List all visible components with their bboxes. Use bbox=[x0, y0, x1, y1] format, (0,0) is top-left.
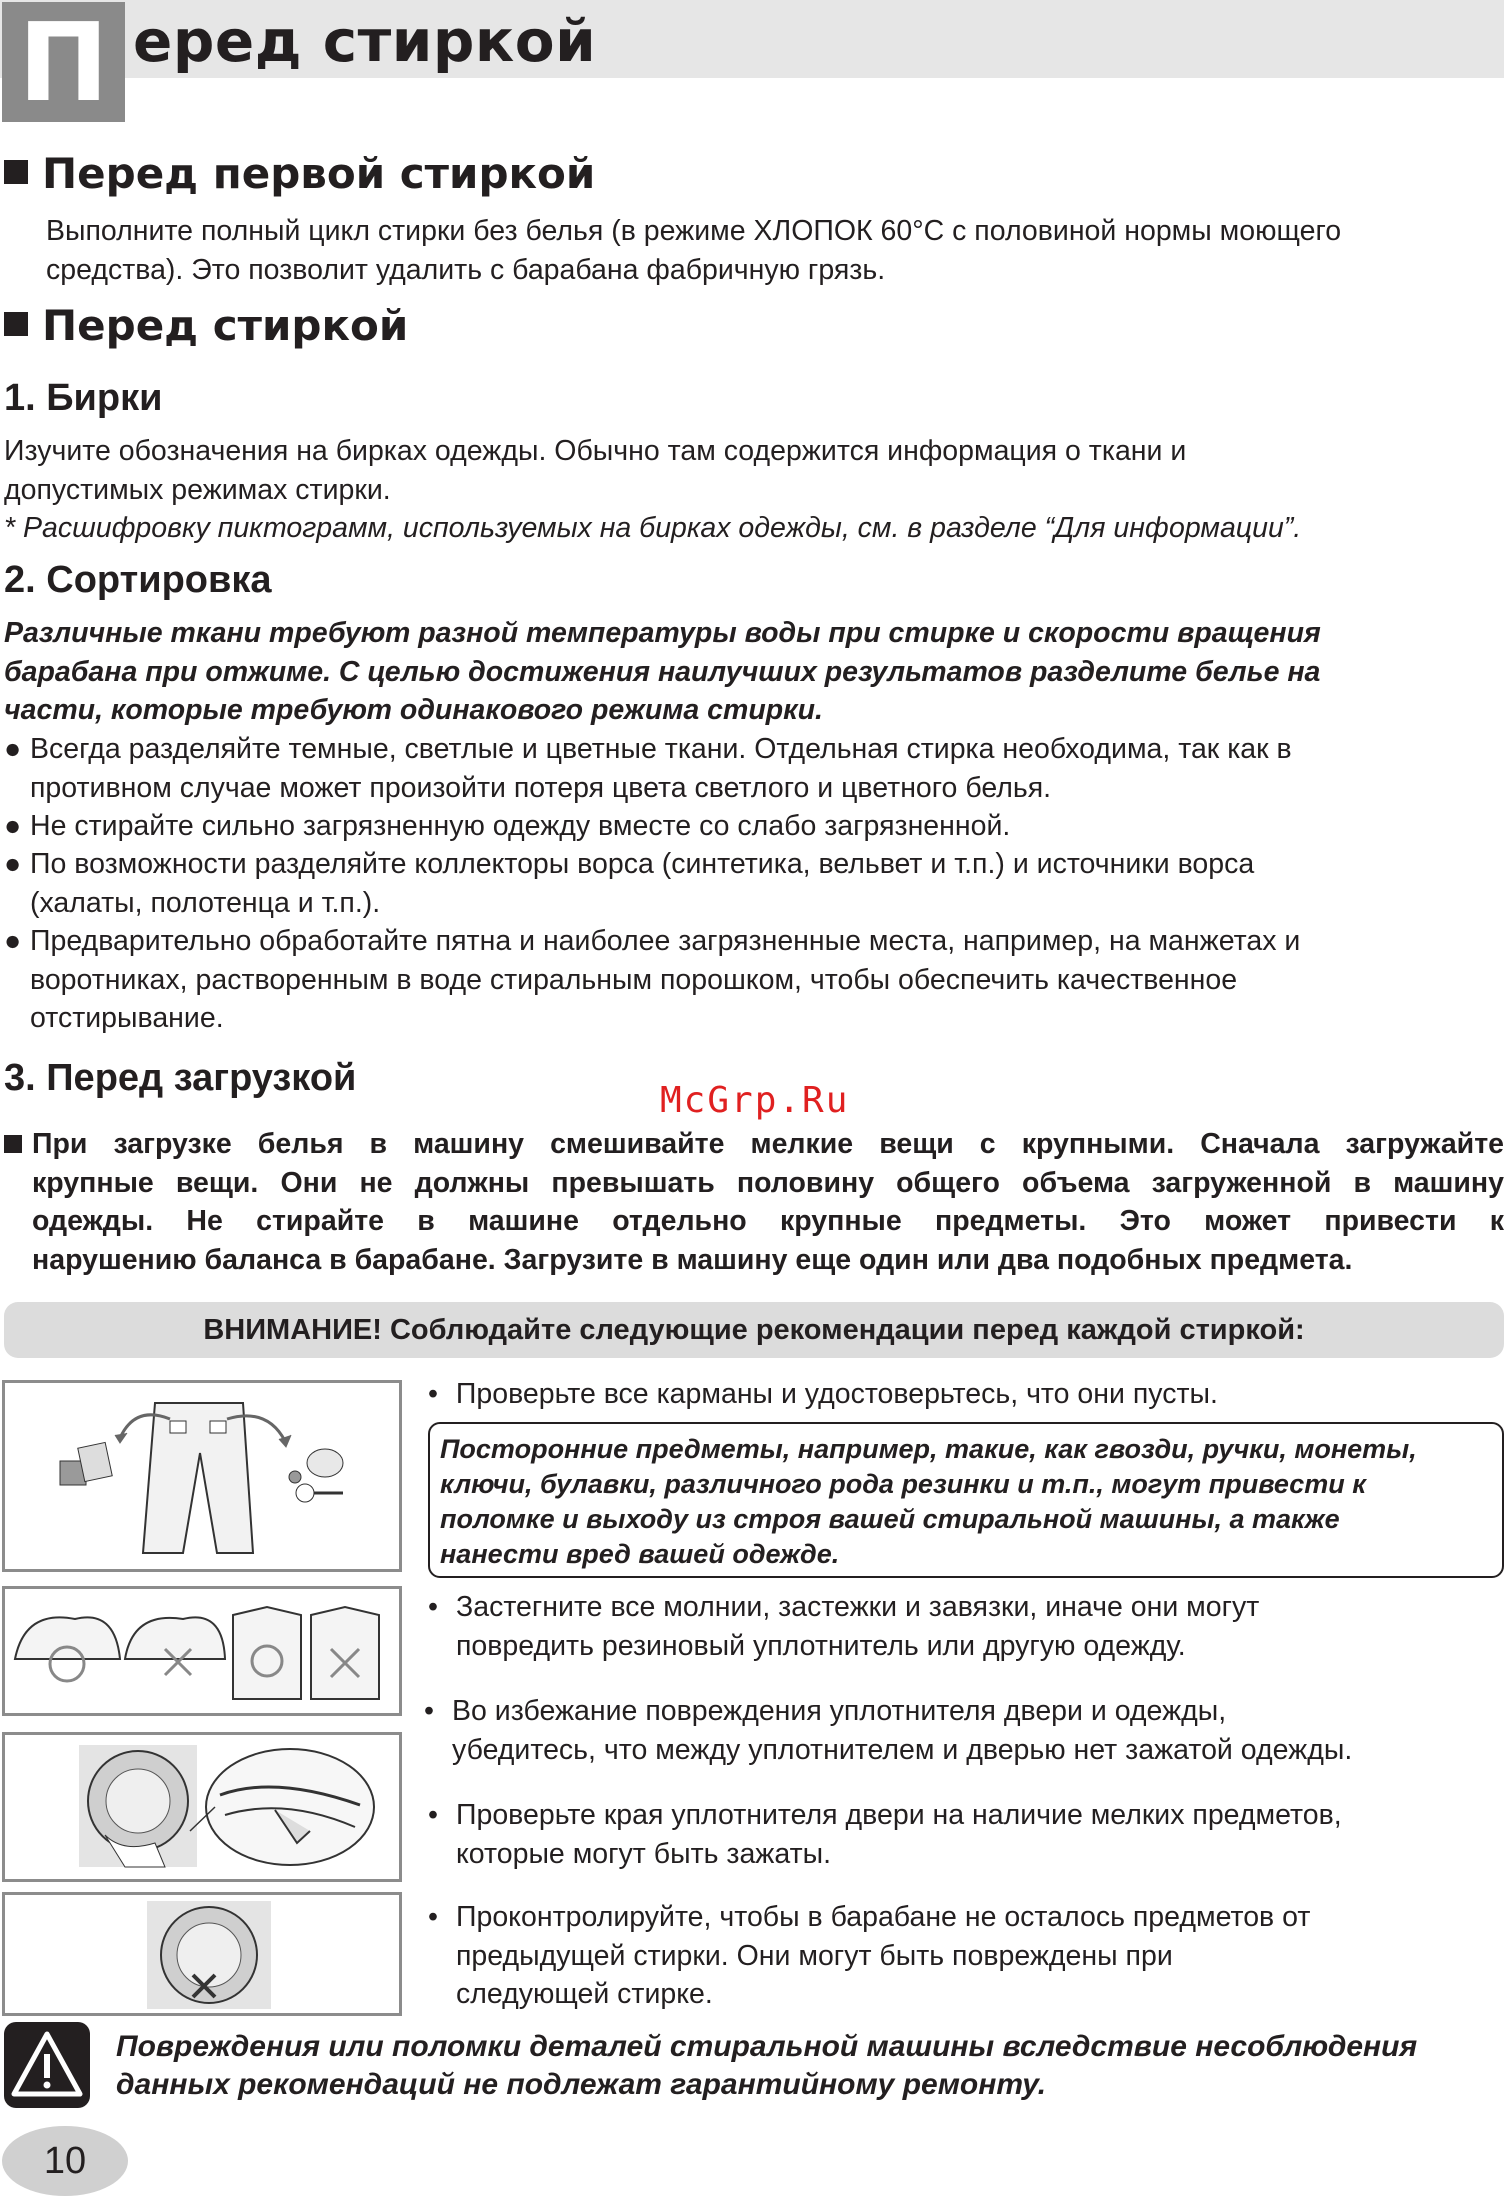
text-line: (халаты, полотенца и т.п.). bbox=[30, 886, 381, 919]
text-line: части, которые требуют одинакового режима стирки. bbox=[4, 694, 823, 726]
text-line: одежды. Не стирайте в машине отдельно крупные предметы. Это может привести к bbox=[32, 1205, 1504, 1237]
loading-text bbox=[4, 1125, 1504, 1279]
page-number: 10 bbox=[43, 2140, 87, 2182]
text-line: крупные вещи. Они не должны превышать половину общего объема загруженной в машину bbox=[32, 1166, 1504, 1199]
square-bullet-icon bbox=[4, 1135, 22, 1153]
text-line: Посторонние предметы, например, такие, как гвозди, ручки, монеты, bbox=[440, 1434, 1417, 1464]
text-line: данных рекомендаций не подлежат гарантийному ремонту. bbox=[116, 2068, 1047, 2101]
text-line: следующей стирке. bbox=[456, 1978, 713, 2010]
text-line: воротниках, растворенным в воде стиральным порошком, чтобы обеспечить качественное bbox=[30, 963, 1238, 996]
square-bullet-icon bbox=[4, 160, 28, 184]
checklist-pockets bbox=[428, 1375, 1218, 1414]
text-line: которые могут быть зажаты. bbox=[456, 1837, 832, 1870]
text-line: Во избежание повреждения уплотнителя двери и одежды, bbox=[452, 1695, 1227, 1727]
section-before-wash-heading bbox=[4, 300, 408, 352]
sorting-bullet bbox=[4, 922, 1300, 1038]
page-title: еред стиркой bbox=[133, 7, 597, 75]
text-line: поломке и выходу из строя вашей стиральной машины, а также bbox=[440, 1504, 1340, 1534]
text-line: нанести вред вашей одежде. bbox=[440, 1539, 840, 1569]
checklist-seal bbox=[424, 1692, 1352, 1769]
text-line: допустимых режимах стирки. bbox=[4, 473, 391, 506]
text-line: Изучите обозначения на бирках одежды. Обычно там содержится информация о ткани и bbox=[4, 435, 1187, 467]
text-line: отстирывание. bbox=[30, 1002, 224, 1034]
sorting-intro bbox=[4, 614, 1321, 730]
text-line: Предварительно обработайте пятна и наиболее загрязненные места, например, на манжетах и bbox=[30, 925, 1301, 957]
text-line: Проверьте все карманы и удостоверьтесь, что они пусты. bbox=[455, 1378, 1218, 1410]
drum-illustration bbox=[2, 1892, 402, 2016]
shirt-icon bbox=[233, 1607, 301, 1699]
text-line: Различные ткани требуют разной температуры воды при стирке и скорости вращения bbox=[4, 617, 1321, 649]
checklist-seal-edges bbox=[428, 1796, 1342, 1873]
square-bullet-icon bbox=[4, 312, 28, 336]
text-line: убедитесь, что между уплотнителем и дверью нет зажатой одежды. bbox=[452, 1733, 1353, 1766]
text-line: противном случае может произойти потеря цвета светлого и цветного белья. bbox=[30, 771, 1052, 804]
text-line: Повреждения или поломки деталей стиральной машины вследствие несоблюдения bbox=[116, 2030, 1418, 2063]
bullet-icon: • bbox=[424, 1695, 434, 1727]
section-first-wash-text bbox=[46, 212, 1341, 289]
text-line: Не стирайте сильно загрязненную одежду вместе со слабо загрязненной. bbox=[30, 810, 1011, 842]
trousers-icon bbox=[143, 1403, 253, 1553]
text-line: повредить резиновый уплотнитель или другую одежду. bbox=[456, 1629, 1186, 1662]
bullet-icon: ● bbox=[4, 848, 22, 880]
sorting-bullet bbox=[4, 807, 1010, 846]
shirt-icon bbox=[311, 1607, 379, 1699]
checklist-drum bbox=[428, 1898, 1310, 2014]
door-seal-illustration bbox=[2, 1732, 402, 1882]
text-line: Проконтролируйте, чтобы в барабане не осталось предметов от bbox=[456, 1901, 1311, 1933]
sorting-bullet bbox=[4, 730, 1292, 807]
text-line: Всегда разделяйте темные, светлые и цветные ткани. Отдельная стирка необходима, так как в bbox=[30, 733, 1292, 765]
text-line: барабана при отжиме. С целью достижения наилучших результатов разделите белье на bbox=[4, 655, 1321, 688]
text-line: предыдущей стирки. Они могут быть повреждены при bbox=[456, 1939, 1173, 1972]
caution-icon bbox=[4, 2022, 90, 2108]
text-line: Выполните полный цикл стирки без белья (в режиме ХЛОПОК 60°С с половиной нормы моющего bbox=[46, 215, 1342, 247]
section-first-wash-heading bbox=[4, 148, 595, 200]
attention-banner: ВНИМАНИЕ! Соблюдайте следующие рекомендации перед каждой стиркой: bbox=[4, 1302, 1504, 1358]
sorting-bullet bbox=[4, 845, 1254, 922]
text-line: ключи, булавки, различного рода резинки и т.п., могут привести к bbox=[440, 1469, 1366, 1499]
header-initial-letter: П bbox=[18, 1, 109, 126]
bullet-icon: ● bbox=[4, 925, 22, 957]
text-line: Застегните все молнии, застежки и завязки, иначе они могут bbox=[456, 1591, 1260, 1623]
bullet-icon: • bbox=[428, 1799, 438, 1831]
sorting-heading: 2. Сортировка bbox=[4, 559, 272, 601]
text-line: Проверьте края уплотнителя двери на наличие мелких предметов, bbox=[456, 1799, 1342, 1831]
seal-closeup-icon bbox=[206, 1749, 374, 1865]
pin-icon bbox=[289, 1471, 301, 1483]
key-icon bbox=[296, 1484, 314, 1502]
pockets-warning-box bbox=[428, 1422, 1504, 1578]
section-before-wash-title: Перед стиркой bbox=[42, 301, 409, 350]
pockets-illustration bbox=[2, 1380, 402, 1572]
section-first-wash-title: Перед первой стиркой bbox=[42, 149, 596, 198]
bullet-icon: ● bbox=[4, 810, 22, 842]
watermark: McGrp.Ru bbox=[660, 1080, 850, 1121]
text-line: средства). Это позволит удалить с барабана фабричную грязь. bbox=[46, 253, 886, 286]
tags-text bbox=[4, 432, 1301, 548]
trousers-waist-icon bbox=[125, 1617, 225, 1659]
bullet-icon: ● bbox=[4, 733, 22, 765]
fasteners-illustration bbox=[2, 1586, 402, 1716]
trousers-waist-icon bbox=[15, 1617, 120, 1659]
loading-heading: 3. Перед загрузкой bbox=[4, 1057, 357, 1099]
bullet-icon: • bbox=[428, 1901, 438, 1933]
coin-icon bbox=[307, 1449, 343, 1477]
text-line: При загрузке белья в машину смешивайте мелкие вещи с крупными. Сначала загружайте bbox=[32, 1128, 1504, 1160]
text-line: По возможности разделяйте коллекторы ворса (синтетика, вельвет и т.п.) и источники ворса bbox=[30, 848, 1255, 880]
tags-note: * Расшифровку пиктограмм, используемых на бирках одежды, см. в разделе “Для информации”. bbox=[4, 512, 1302, 544]
text-line: нарушению баланса в барабане. Загрузите в машину еще один или два подобных предмета. bbox=[32, 1243, 1353, 1276]
bullet-icon: • bbox=[428, 1378, 438, 1410]
bullet-icon: • bbox=[428, 1591, 438, 1623]
warranty-warning bbox=[116, 2028, 1506, 2104]
tags-heading: 1. Бирки bbox=[4, 377, 163, 419]
checklist-zippers bbox=[428, 1588, 1259, 1665]
